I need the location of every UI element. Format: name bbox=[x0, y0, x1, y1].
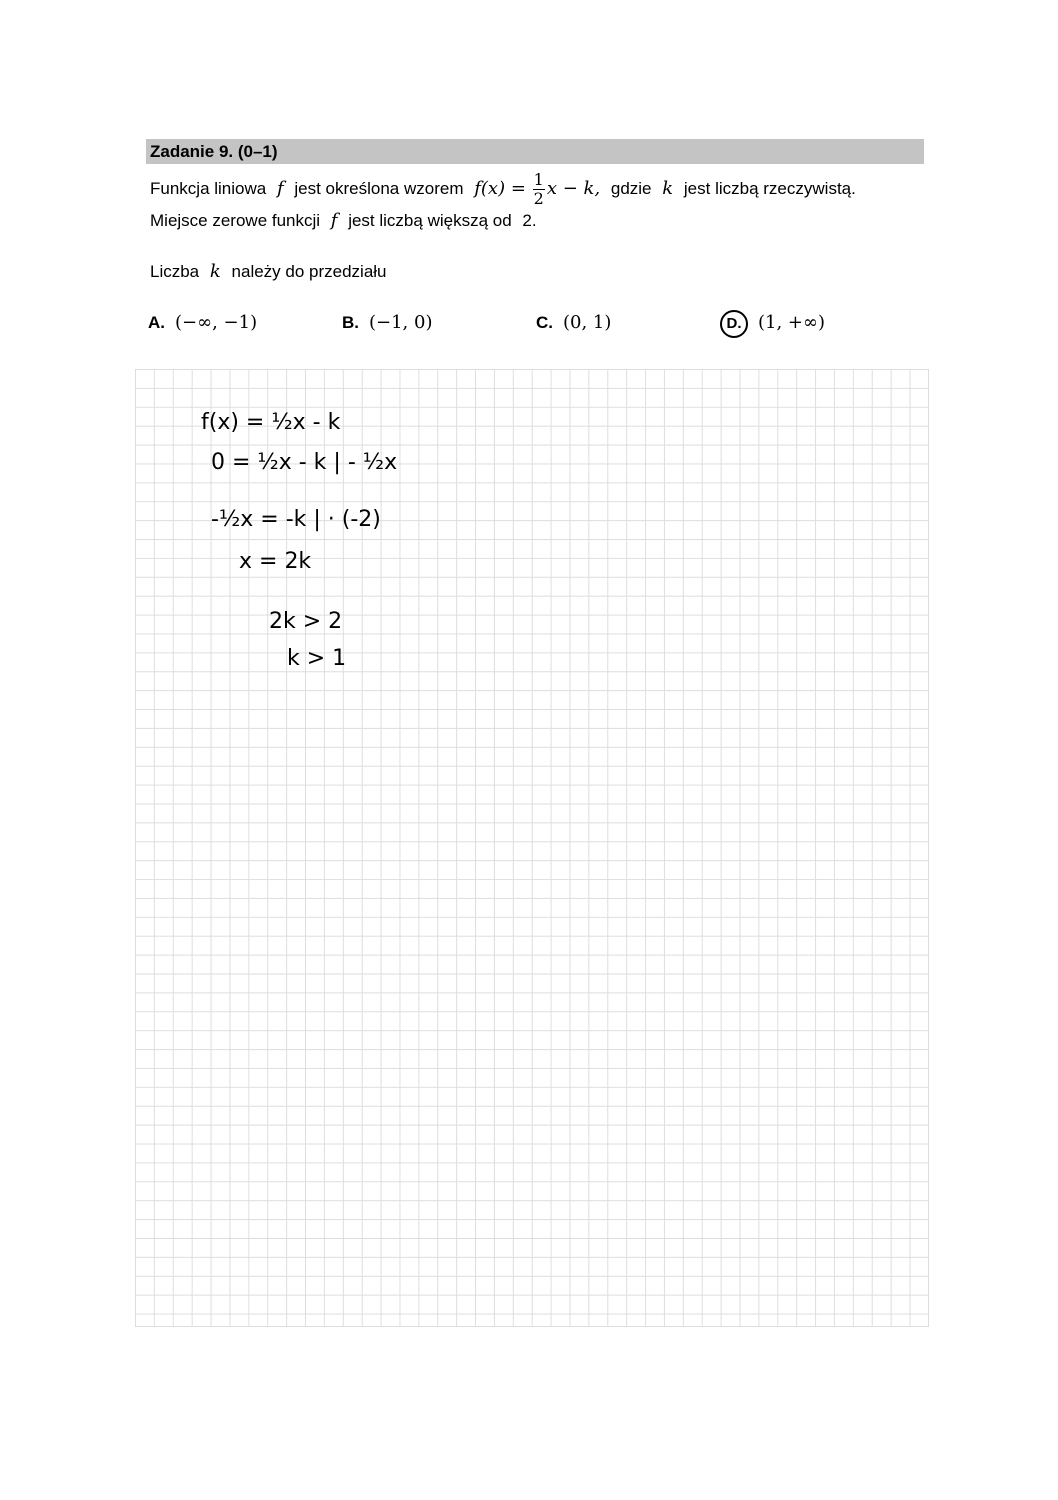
answer-letter: C. bbox=[536, 313, 553, 332]
fraction-numerator: 1 bbox=[533, 170, 544, 189]
scratch-grid[interactable] bbox=[135, 369, 929, 1327]
answer-interval: (1, +∞) bbox=[758, 312, 826, 333]
statement-text: Funkcja liniowa bbox=[150, 178, 267, 198]
statement-text: jest liczbą rzeczywistą. bbox=[683, 178, 856, 198]
answer-letter: A. bbox=[148, 313, 165, 332]
handwriting-line: 0 = ½x - k | - ½x bbox=[211, 450, 398, 475]
handwriting-line: x = 2k bbox=[239, 549, 312, 574]
math-k: k bbox=[209, 261, 221, 282]
math-f: f bbox=[330, 210, 338, 231]
handwriting-line: 2k > 2 bbox=[269, 609, 343, 634]
answer-option-a[interactable] bbox=[148, 312, 257, 333]
handwriting-line: k > 1 bbox=[287, 646, 347, 671]
statement-line-1 bbox=[150, 172, 856, 207]
statement-line-2 bbox=[150, 210, 537, 231]
math-fx: f(x) = bbox=[474, 177, 526, 199]
statement-text: jest liczbą większą od bbox=[348, 211, 512, 230]
fraction-denominator: 2 bbox=[533, 189, 544, 208]
answer-interval: (−1, 0) bbox=[369, 312, 433, 333]
statement-number: 2. bbox=[522, 211, 537, 230]
question-text: należy do przedziału bbox=[231, 262, 387, 281]
math-k: k bbox=[662, 177, 674, 199]
statement-text: jest określona wzorem bbox=[294, 178, 464, 198]
question-line bbox=[150, 261, 387, 282]
answer-option-b[interactable] bbox=[342, 312, 432, 333]
statement-text: gdzie bbox=[610, 178, 652, 198]
statement-text: Miejsce zerowe funkcji bbox=[150, 211, 321, 230]
answer-option-d-selected[interactable] bbox=[724, 312, 825, 338]
answer-option-c[interactable] bbox=[536, 312, 611, 333]
answer-interval: (0, 1) bbox=[563, 312, 612, 333]
answer-interval: (−∞, −1) bbox=[175, 312, 258, 333]
answer-letter: B. bbox=[342, 313, 359, 332]
answer-letter-circled: D. bbox=[720, 310, 748, 338]
task-title: Zadanie 9. (0–1) bbox=[150, 142, 278, 161]
handwriting-line: f(x) = ½x - k bbox=[201, 410, 341, 435]
handwriting-line: -½x = -k | · (-2) bbox=[211, 507, 381, 532]
handwritten-solution bbox=[135, 369, 929, 1327]
question-text: Liczba bbox=[150, 262, 200, 281]
math-f: f bbox=[276, 177, 284, 199]
math-expression: x − k, bbox=[546, 177, 601, 199]
task-header bbox=[146, 139, 924, 164]
fraction-one-half bbox=[533, 172, 545, 207]
answer-options bbox=[148, 312, 928, 340]
